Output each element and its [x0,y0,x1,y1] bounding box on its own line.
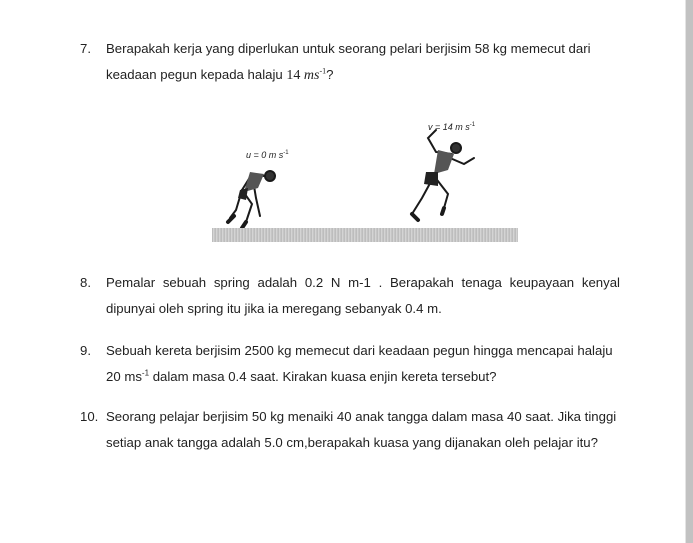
velocity-value [286,68,326,83]
question-line [106,62,591,89]
label-text: v = 14 m s [428,122,470,132]
question-line: Seorang pelajar berjisim 50 kg menaiki 40 anak tangga dalam masa 40 saat. Jika tinggi [106,409,617,424]
track-ground [212,228,518,242]
page-edge [685,0,693,543]
value: 14 [286,68,301,83]
question-number: 8. [80,275,91,290]
sprinters-illustration-icon [212,118,518,242]
exponent: -1 [141,368,150,378]
text-fragment: keadaan pegun kepada halaju [106,67,287,82]
question-text [106,270,620,322]
sprinter-figure [212,118,518,242]
question-line: Sebuah kereta berjisim 2500 kg memecut dari keadaan pegun hingga mencapai halaju [106,343,613,358]
question-line [106,364,613,390]
text-fragment: dalam masa 0.4 saat. Kirakan kuasa enjin kereta tersebut? [149,369,497,384]
text-fragment: ? [326,67,334,82]
question-text [106,404,616,456]
exponent: -1 [319,66,327,76]
question-line: Pemalar sebuah spring adalah 0.2 N m-1 . Berapakah tenaga keupayaan kenyal [106,275,620,290]
text-fragment: 20 ms [106,369,142,384]
question-line: dipunyai oleh spring itu jika ia meregang sebanyak 0.4 m. [106,301,442,316]
question-number: 7. [80,41,91,56]
unit: ms [303,68,320,83]
question-text [106,36,591,89]
question-line: Berapakah kerja yang diperlukan untuk seorang pelari berjisim 58 kg memecut dari [106,41,591,56]
exponent: -1 [469,122,476,128]
label-text: u = 0 m s [246,150,284,160]
question-line: setiap anak tangga adalah 5.0 cm,berapakah kuasa yang dijanakan oleh pelajar itu? [106,435,598,450]
question-number: 10. [80,409,99,424]
question-text [106,338,613,390]
question-number: 9. [80,343,91,358]
exponent: -1 [283,150,289,156]
